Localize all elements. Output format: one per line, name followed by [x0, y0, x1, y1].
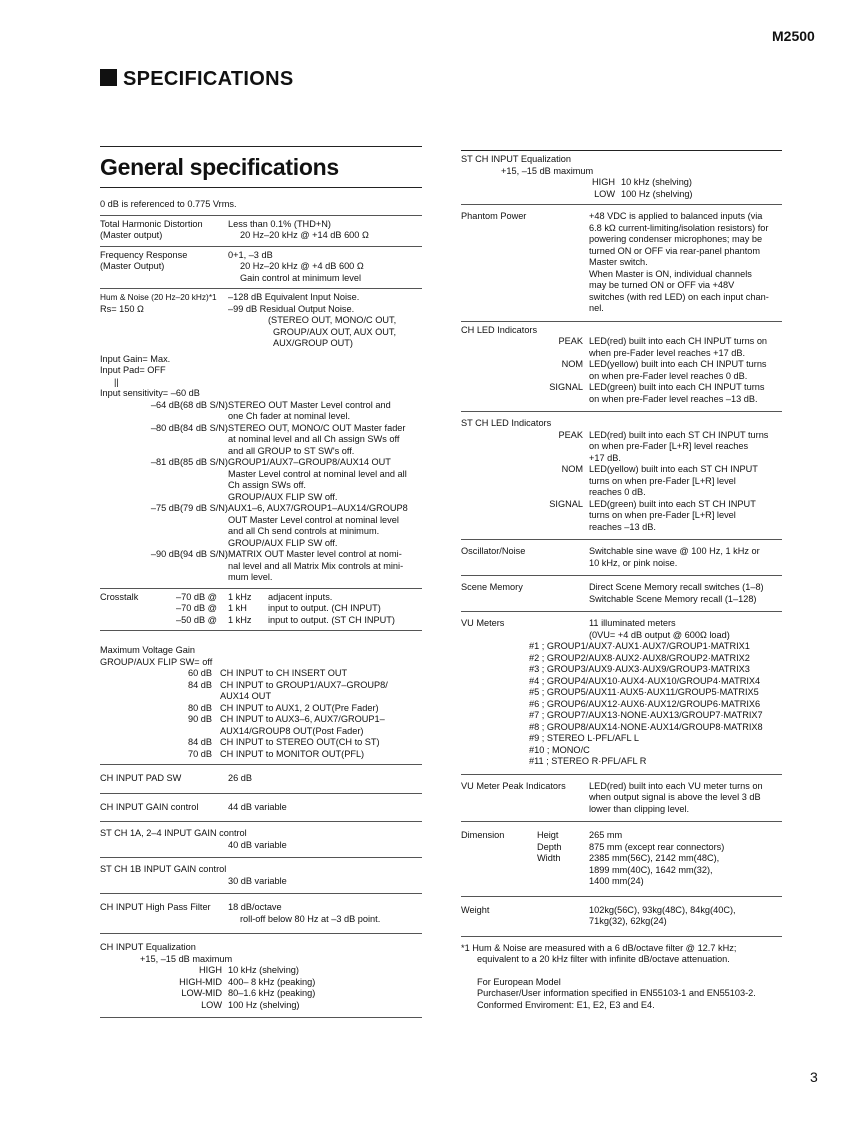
spec-line: nel.	[589, 303, 604, 313]
vu-meter-row: #9 ; STEREO L·PFL/AFL L	[529, 733, 639, 743]
spec-line: turns on when pre-Fader [L+R] level	[589, 510, 736, 520]
led-row	[461, 382, 782, 405]
spec-line: AUX14 OUT	[220, 691, 272, 701]
right-column	[461, 150, 782, 1011]
dimension-value	[589, 853, 782, 888]
hum-noise-db: –75 dB(79 dB S/N)	[150, 503, 228, 513]
eq-band-row	[461, 189, 782, 201]
phantom-power-spec: Phantom Power +48 VDC is applied to balanced inputs (via 6.8 kΩ current-limiting/isolation resistors) for powering condenser microphones; may be turned ON or OFF via rear-panel phantom Master switch. When Master is ON, individual channels may be turned ON or OFF via +48V switches (with red LED) on each input chan- nel.	[461, 204, 782, 321]
eq-band-name: LOW	[594, 188, 615, 199]
spec-line: nal level and all Matrix Mix controls at mini-	[228, 560, 404, 571]
general-specifications-heading: General specifications	[100, 146, 422, 188]
spec-line: Ch assign SWs off.	[228, 480, 306, 490]
max-gain-desc	[220, 714, 422, 737]
max-gain-db: 84 dB	[187, 679, 212, 690]
vu-meter-row: #4 ; GROUP4/AUX10·AUX4·AUX10/GROUP4·MATRIX4	[529, 675, 761, 686]
crosstalk-freq: 1 kH	[228, 603, 247, 613]
crosstalk-row	[100, 615, 422, 627]
spec-line: and all GROUP to ST SW's off.	[228, 445, 355, 456]
vu-peak-spec: VU Meter Peak Indicators LED(red) built into each VU meter turns on when output signal is above the level 3 dB lower than clipping level.	[461, 774, 782, 822]
spec-line: CH INPUT to GROUP1/AUX7–GROUP8/	[220, 679, 388, 690]
max-gain-desc	[220, 703, 422, 715]
spec-line: CH INPUT to STEREO OUT(CH to ST)	[220, 737, 380, 747]
led-name: PEAK	[558, 336, 583, 346]
hum-noise-desc	[228, 457, 422, 503]
spec-line: mum level.	[228, 572, 273, 582]
crosstalk-freq: 1 kHz	[228, 614, 252, 625]
spec-line: when pre-Fader level reaches +17 dB.	[589, 347, 746, 358]
spec-line: Direct Scene Memory recall switches (1–8)	[589, 582, 764, 592]
hum-noise-row	[100, 457, 422, 503]
eq-band-row	[100, 965, 422, 977]
led-desc	[589, 464, 782, 499]
hum-noise-desc	[228, 423, 422, 458]
dimension-name: Depth	[537, 841, 562, 852]
eq-band-row	[100, 1000, 422, 1012]
eq-band-row	[100, 988, 422, 1000]
hum-noise-db: –81 dB(85 dB S/N)	[150, 457, 228, 467]
crosstalk-label	[100, 603, 176, 615]
vu-meters-spec: VU Meters 11 illuminated meters (0VU= +4 dB output @ 600Ω load) #1 ; GROUP1/AUX7·AUX1·AUX7/GROUP1·MATRIX1 #2 ; GROUP2/AUX8·AUX2·AUX8/GROUP2·MATRIX2 #3 ; GROUP3/AUX9·AUX3·AUX9/GROUP3·MATRIX3 #4 ; GROUP4/AUX10·AUX4·AUX10/GROUP4·MATRIX4 #5 ; GROUP5/AUX11·AUX5·AUX11/GROUP5·MATRIX5 #6 ; GROUP6/AUX12·AUX6·AUX12/GROUP6·MATRIX6 #7 ; GROUP7/AUX13·NONE·AUX13/GROUP7·MATRIX7 #8 ; GROUP8/AUX14·NONE·AUX14/GROUP8·MATRIX8 #9 ; STEREO L·PFL/AFL L #10 ; MONO/C #11 ; STEREO R·PFL/AFL R	[461, 611, 782, 774]
ch-eq-spec: CH INPUT Equalization +15, –15 dB maximum HIGH 10 kHz (shelving) HIGH-MID 400– 8 kHz (peaking) LOW-MID 80–1.6 kHz (peaking) LOW 100 Hz (shelving)	[100, 933, 422, 1018]
max-gain-desc	[220, 737, 422, 749]
st-led-spec: ST CH LED Indicators PEAK LED(red) built into each ST CH INPUT turns on when pre-Fader [L+R] level reaches +17 dB. NOM LED(yellow) built into each ST CH INPUT turns on when pre-Fader [L+R] level reaches 0 dB. SIGNAL LED(green) built into each ST CH INPUT turns on when pre-Fader [L+R] level reaches –13 dB.	[461, 411, 782, 539]
led-name: SIGNAL	[549, 498, 583, 509]
crosstalk-desc: adjacent inputs.	[268, 591, 333, 602]
spec-line: CH INPUT to MONITOR OUT(PFL)	[220, 748, 365, 759]
spec-line: on when pre-Fader level reaches 0 dB.	[589, 370, 748, 381]
max-gain-db: 80 dB	[187, 702, 212, 713]
spec-line: 2385 mm(56C), 2142 mm(48C),	[589, 853, 720, 863]
crosstalk-row	[100, 603, 422, 615]
spec-line: GROUP/AUX FLIP SW off.	[228, 537, 338, 548]
spec-line: GROUP/AUX FLIP SW off.	[228, 491, 338, 502]
dimension-spec: Dimension Heigt 265 mm Depth 875 mm (except rear connectors) Width 2385 mm(56C), 2142 mm(48C), 1899 mm(40C), 1642 mm(32), 1400 mm(24)	[461, 821, 782, 896]
crosstalk-spec	[100, 588, 422, 631]
spec-line: CH INPUT to AUX3–6, AUX7/GROUP1–	[220, 714, 385, 724]
spec-line: at nominal level and all Ch assign SWs off	[228, 434, 400, 444]
ch-led-spec: CH LED Indicators PEAK LED(red) built into each CH INPUT turns on when pre-Fader level reaches +17 dB. NOM LED(yellow) built into each CH INPUT turns on when pre-Fader level reaches 0 dB. SIGNAL LED(green) built into each CH INPUT turns on when pre-Fader level reaches –13 dB.	[461, 321, 782, 412]
crosstalk-label: Crosstalk	[100, 591, 139, 602]
spec-line: powering condenser microphones; may be	[589, 234, 763, 244]
spec-line: LED(red) built into each ST CH INPUT turns	[589, 429, 769, 440]
vu-meter-row: #6 ; GROUP6/AUX12·AUX6·AUX12/GROUP6·MATRIX6	[529, 698, 761, 709]
vu-meter-row: #8 ; GROUP8/AUX14·NONE·AUX14/GROUP8·MATRIX8	[529, 721, 763, 732]
spec-line: one Ch fader at nominal level.	[228, 411, 351, 421]
hpf-spec: CH INPUT High Pass Filter 18 dB/octave roll-off below 80 Hz at –3 dB point.	[100, 893, 422, 933]
hum-noise-row	[100, 549, 422, 584]
eq-band-value: 100 Hz (shelving)	[228, 999, 300, 1010]
hum-noise-desc	[228, 549, 422, 584]
dimension-value	[589, 830, 782, 842]
max-gain-db: 70 dB	[187, 748, 212, 759]
eq-band-name: LOW-MID	[181, 988, 222, 998]
led-row	[461, 464, 782, 499]
section-title: SPECIFICATIONS	[100, 68, 294, 91]
eq-band-row	[100, 977, 422, 989]
hum-noise-db: –90 dB(94 dB S/N)	[150, 549, 228, 559]
spec-line: on when pre-Fader [L+R] level reaches	[589, 441, 749, 451]
hum-noise-row	[100, 503, 422, 549]
hum-noise-db: –80 dB(84 dB S/N)	[150, 422, 228, 433]
spec-line: +48 VDC is applied to balanced inputs (via	[589, 211, 763, 221]
spec-line: 1899 mm(40C), 1642 mm(32),	[589, 864, 713, 875]
st-1a-gain-spec: ST CH 1A, 2–4 INPUT GAIN control 40 dB variable	[100, 821, 422, 857]
spec-line: Master Level control at nominal level and all	[228, 468, 407, 479]
vu-meter-row: #10 ; MONO/C	[529, 744, 590, 755]
eq-band-name: HIGH-MID	[179, 976, 222, 987]
spec-line: LED(green) built into each ST CH INPUT	[589, 498, 756, 509]
spec-line: on when pre-Fader level reaches –13 dB.	[589, 393, 758, 404]
dimension-row	[537, 830, 782, 842]
led-desc	[589, 382, 782, 405]
spec-line: Master switch.	[589, 257, 648, 267]
spec-line: STEREO OUT, MONO/C OUT Master fader	[228, 422, 406, 433]
spec-line: CH INPUT to CH INSERT OUT	[220, 668, 348, 678]
max-voltage-gain-spec: Maximum Voltage Gain GROUP/AUX FLIP SW= off 60 dB CH INPUT to CH INSERT OUT 84 dB CH INPUT to GROUP1/AUX7–GROUP8/ AUX14 OUT 80 dB CH INPUT to AUX1, 2 OUT(Pre Fader) 90 dB CH INPUT to AUX3–6, AUX7/GROUP1– AUX14/GROUP8 OUT(Post Fader) 84 dB CH INPUT to STEREO OUT(CH to ST) 70 dB CH INPUT to MONITOR OUT(PFL)	[100, 630, 422, 764]
led-row	[461, 499, 782, 534]
hum-noise-desc	[228, 400, 422, 423]
spec-line: LED(red) built into each CH INPUT turns on	[589, 336, 768, 346]
eq-band-name: HIGH	[199, 965, 222, 975]
max-gain-row	[100, 749, 422, 761]
vu-meter-row: #5 ; GROUP5/AUX11·AUX5·AUX11/GROUP5·MATRIX5	[529, 687, 759, 697]
hum-noise-row	[100, 423, 422, 458]
page-number: 3	[810, 1069, 818, 1085]
spec-line: +17 dB.	[589, 452, 621, 463]
led-desc	[589, 336, 782, 359]
spec-line: 102kg(56C), 93kg(48C), 84kg(40C),	[589, 904, 736, 915]
spec-line: LED(yellow) built into each CH INPUT turns	[589, 359, 767, 369]
vu-meter-row: #3 ; GROUP3/AUX9·AUX3·AUX9/GROUP3·MATRIX3	[529, 664, 750, 674]
left-column	[100, 146, 422, 1018]
eq-band-value: 80–1.6 kHz (peaking)	[228, 988, 316, 998]
dimension-name: Width	[537, 853, 561, 863]
spec-line: 6.8 kΩ current-limiting/isolation resistors) for	[589, 222, 769, 233]
vu-meter-row: #2 ; GROUP2/AUX8·AUX2·AUX8/GROUP2·MATRIX2	[529, 652, 750, 663]
led-desc	[589, 430, 782, 465]
crosstalk-label	[100, 615, 176, 627]
eq-band-value: 400– 8 kHz (peaking)	[228, 976, 316, 987]
spec-line: Switchable Scene Memory recall (1–128)	[589, 593, 757, 604]
frequency-response-spec: Frequency Response 0+1, –3 dB (Master Output) 20 Hz–20 kHz @ +4 dB 600 Ω Gain control at minimum level	[100, 246, 422, 289]
model-number: M2500	[772, 28, 815, 44]
footnotes: *1 Hum & Noise are measured with a 6 dB/octave filter @ 12.7 kHz; equivalent to a 20 kHz filter with infinite dB/octave attenuation. For European Model Purchaser/User information specified in EN55103-1 and EN55103-2. Conformed Enviroment: E1, E2, E3 and E4.	[461, 942, 756, 1010]
max-gain-row	[100, 737, 422, 749]
hum-noise-row	[100, 400, 422, 423]
max-gain-row	[100, 714, 422, 737]
spec-line: AUX1–6, AUX7/GROUP1–AUX14/GROUP8	[228, 503, 408, 513]
spec-line: LED(green) built into each CH INPUT turns	[589, 382, 765, 392]
led-row	[461, 336, 782, 359]
max-gain-desc	[220, 668, 422, 680]
spec-line: reaches 0 dB.	[589, 487, 646, 497]
led-name: PEAK	[558, 429, 583, 440]
crosstalk-row	[100, 592, 422, 604]
spec-line: turns on when pre-Fader [L+R] level	[589, 475, 736, 486]
crosstalk-desc: input to output. (CH INPUT)	[268, 603, 381, 613]
spec-line: LED(red) built into each VU meter turns on	[589, 780, 763, 791]
max-gain-desc	[220, 680, 422, 703]
eq-band-value: 100 Hz (shelving)	[621, 188, 693, 199]
black-square-icon	[100, 69, 117, 86]
led-desc	[589, 359, 782, 382]
dimension-row	[537, 842, 782, 854]
spec-line: AUX14/GROUP8 OUT(Post Fader)	[220, 725, 364, 736]
spec-line: OUT Master Level control at nominal level	[228, 514, 399, 525]
vu-meter-row: #11 ; STEREO R·PFL/AFL R	[529, 756, 647, 766]
led-name: NOM	[561, 464, 583, 474]
eq-band-value: 10 kHz (shelving)	[228, 965, 299, 975]
reference-note: 0 dB is referenced to 0.775 Vrms.	[100, 199, 237, 209]
dimension-row	[537, 853, 782, 888]
crosstalk-freq: 1 kHz	[228, 591, 252, 602]
led-name: SIGNAL	[549, 382, 583, 392]
spec-line: reaches –13 dB.	[589, 521, 656, 532]
spec-line: STEREO OUT Master Level control and	[228, 399, 391, 410]
spec-line: When Master is ON, individual channels	[589, 268, 752, 279]
spec-line: 1400 mm(24)	[589, 876, 644, 886]
spec-line: switches (with red LED) on each input chan-	[589, 291, 769, 302]
weight-spec: Weight 102kg(56C), 93kg(48C), 84kg(40C), 71kg(32), 62kg(24)	[461, 896, 782, 937]
led-name: NOM	[561, 359, 583, 369]
hum-noise-rows	[100, 400, 422, 584]
led-desc	[589, 499, 782, 534]
vu-meter-row: #1 ; GROUP1/AUX7·AUX1·AUX7/GROUP1·MATRIX1	[529, 641, 750, 651]
max-gain-row	[100, 680, 422, 703]
eq-band-row	[461, 177, 782, 189]
spec-line: and all Ch send controls at minimum.	[228, 526, 380, 536]
max-gain-db: 60 dB	[187, 668, 212, 678]
led-row	[461, 359, 782, 382]
max-gain-db: 90 dB	[187, 714, 212, 724]
spec-line: Switchable sine wave @ 100 Hz, 1 kHz or	[589, 546, 760, 556]
spec-line: CH INPUT to AUX1, 2 OUT(Pre Fader)	[220, 702, 379, 713]
spec-line: may be turned ON or OFF via +48V	[589, 280, 735, 290]
eq-band-value: 10 kHz (shelving)	[621, 177, 692, 187]
spec-line: LED(yellow) built into each ST CH INPUT	[589, 464, 758, 474]
crosstalk-db: –50 dB @	[176, 614, 217, 625]
spec-line: 71kg(32), 62kg(24)	[589, 916, 667, 926]
crosstalk-db: –70 dB @	[176, 603, 217, 613]
spec-line: lower than clipping level.	[589, 803, 690, 814]
oscillator-spec: Oscillator/Noise Switchable sine wave @ 100 Hz, 1 kHz or 10 kHz, or pink noise.	[461, 539, 782, 575]
eq-band-name: LOW	[201, 999, 222, 1010]
spec-line: 10 kHz, or pink noise.	[589, 557, 678, 568]
pad-spec: CH INPUT PAD SW 26 dB	[100, 764, 422, 793]
hum-noise-db: –64 dB(68 dB S/N)	[150, 399, 228, 410]
max-gain-row	[100, 668, 422, 680]
spec-line: MATRIX OUT Master level control at nomi-	[228, 549, 402, 559]
spec-line: 265 mm	[589, 830, 623, 840]
max-gain-desc	[220, 749, 422, 761]
hum-noise-spec: Hum & Noise (20 Hz–20 kHz)*1 –128 dB Equivalent Input Noise. Rs= 150 Ω –99 dB Residual Output Noise. (STEREO OUT, MONO/C OUT, GROUP/AUX OUT, AUX OUT, AUX/GROUP OUT) Input Gain= Max. Input Pad= OFF || Input sensitivity= –60 dB –64 dB(68 dB S/N) STEREO OUT Master Level control and one Ch fader at nominal level. –80 dB(84 dB S/N) STEREO OUT, MONO/C OUT Master fader at nominal level and all Ch assign SWs off and all GROUP to ST SW's off. –81 dB(85 dB S/N) GROUP1/AUX7–GROUP8/AUX14 OUT Master Level control at nominal level and all Ch assign SWs off. GROUP/AUX FLIP SW off. –75 dB(79 dB S/N) AUX1–6, AUX7/GROUP1–AUX14/GROUP8 OUT Master Level control at nominal level and all Ch send controls at minimum. GROUP/AUX FLIP SW off. –90 dB(94 dB S/N) MATRIX OUT Master level control at nomi- nal level and all Matrix Mix controls at mini- mum level.	[100, 288, 422, 588]
spec-line: turned ON or OFF via rear-panel phantom	[589, 245, 761, 256]
thd-spec: Total Harmonic Distortion Less than 0.1% (THD+N) (Master output) 20 Hz–20 kHz @ +14 dB 600 Ω	[100, 215, 422, 246]
eq-band-name: HIGH	[592, 177, 615, 187]
spec-line: when output signal is above the level 3 dB	[589, 792, 761, 802]
spec-line: 875 mm (except rear connectors)	[589, 841, 725, 852]
crosstalk-desc: input to output. (ST CH INPUT)	[268, 614, 395, 625]
hum-noise-desc	[228, 503, 422, 549]
dimension-value	[589, 842, 782, 854]
scene-memory-spec: Scene Memory Direct Scene Memory recall switches (1–8) Switchable Scene Memory recall (1–128)	[461, 575, 782, 611]
st-1b-gain-spec: ST CH 1B INPUT GAIN control 30 dB variable	[100, 857, 422, 893]
max-gain-row	[100, 703, 422, 715]
vu-meter-row: #7 ; GROUP7/AUX13·NONE·AUX13/GROUP7·MATRIX7	[529, 710, 763, 720]
st-eq-spec: ST CH INPUT Equalization +15, –15 dB maximum HIGH 10 kHz (shelving) LOW 100 Hz (shelving)	[461, 150, 782, 204]
gain-spec: CH INPUT GAIN control 44 dB variable	[100, 793, 422, 822]
dimension-name: Heigt	[537, 830, 559, 840]
led-row	[461, 430, 782, 465]
spec-line: GROUP1/AUX7–GROUP8/AUX14 OUT	[228, 457, 391, 467]
max-gain-db: 84 dB	[187, 737, 212, 747]
crosstalk-db: –70 dB @	[176, 591, 217, 602]
